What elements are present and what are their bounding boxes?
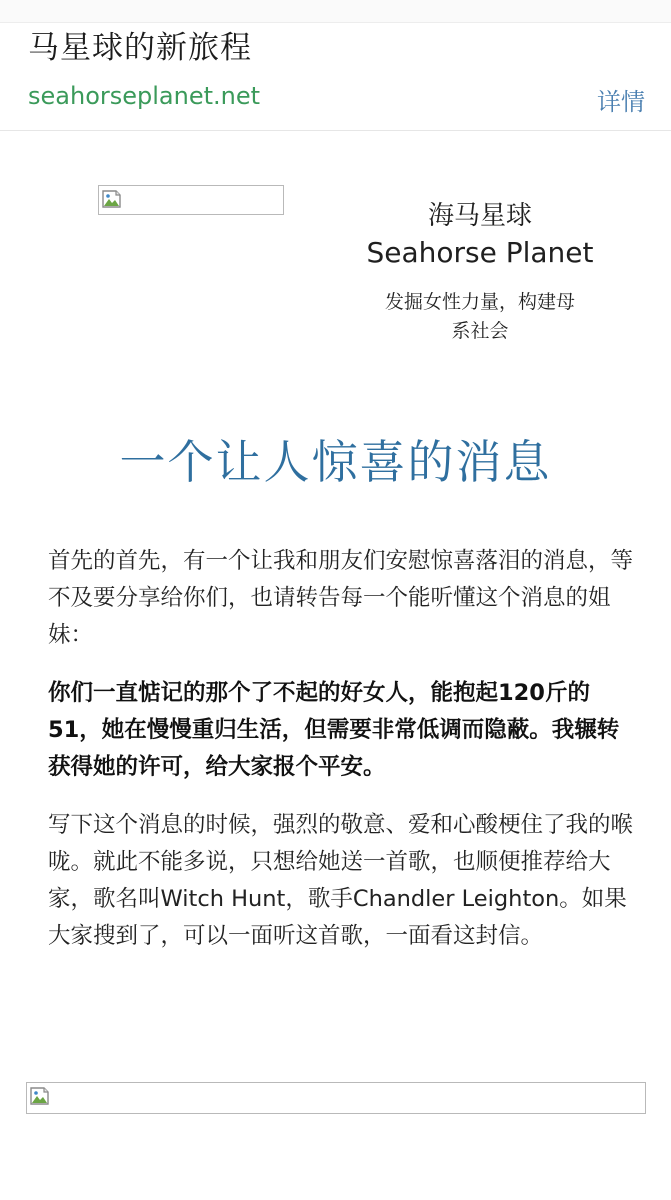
top-bar [0,0,671,131]
article-body [48,543,633,976]
page-title: 马星球的新旅程 [28,30,252,66]
brand-tagline: 发掘女性力量，构建母系社会 [384,291,575,342]
paragraph-intro: 首先的首先，有一个让我和朋友们安慰惊喜落泪的消息，等不及要分享给你们，也请转告每一个能听懂这个消息的姐妹： [48,548,634,648]
broken-image-icon [101,188,123,210]
paragraph-song: 写下这个消息的时候，强烈的敬意、爱和心酸梗住了我的喉咙。就此不能多说，只想给她送一首歌，也顺便推荐给大家，歌名叫Witch Hunt，歌手Chandler Leighton。如果大家搜到了，可以一面听这首歌，一面看这封信。 [48,812,634,949]
article-headline: 一个让人惊喜的消息 [119,435,552,489]
broken-image-icon [29,1085,51,1107]
footer-image-placeholder [26,1082,646,1114]
site-domain[interactable]: seahorseplanet.net [28,82,261,110]
paragraph-news: 你们一直惦记的那个了不起的好女人，能抱起120斤的51，她在慢慢重归生活，但需要非常低调而隐蔽。我辗转获得她的许可，给大家报个平安。 [48,680,620,780]
header-image-placeholder [98,185,284,215]
brand-block [360,198,600,346]
brand-name-en: Seahorse Planet [366,236,594,269]
status-strip [0,0,671,23]
brand-name-cn: 海马星球 [427,201,532,231]
details-link[interactable]: 详情 [597,88,645,116]
